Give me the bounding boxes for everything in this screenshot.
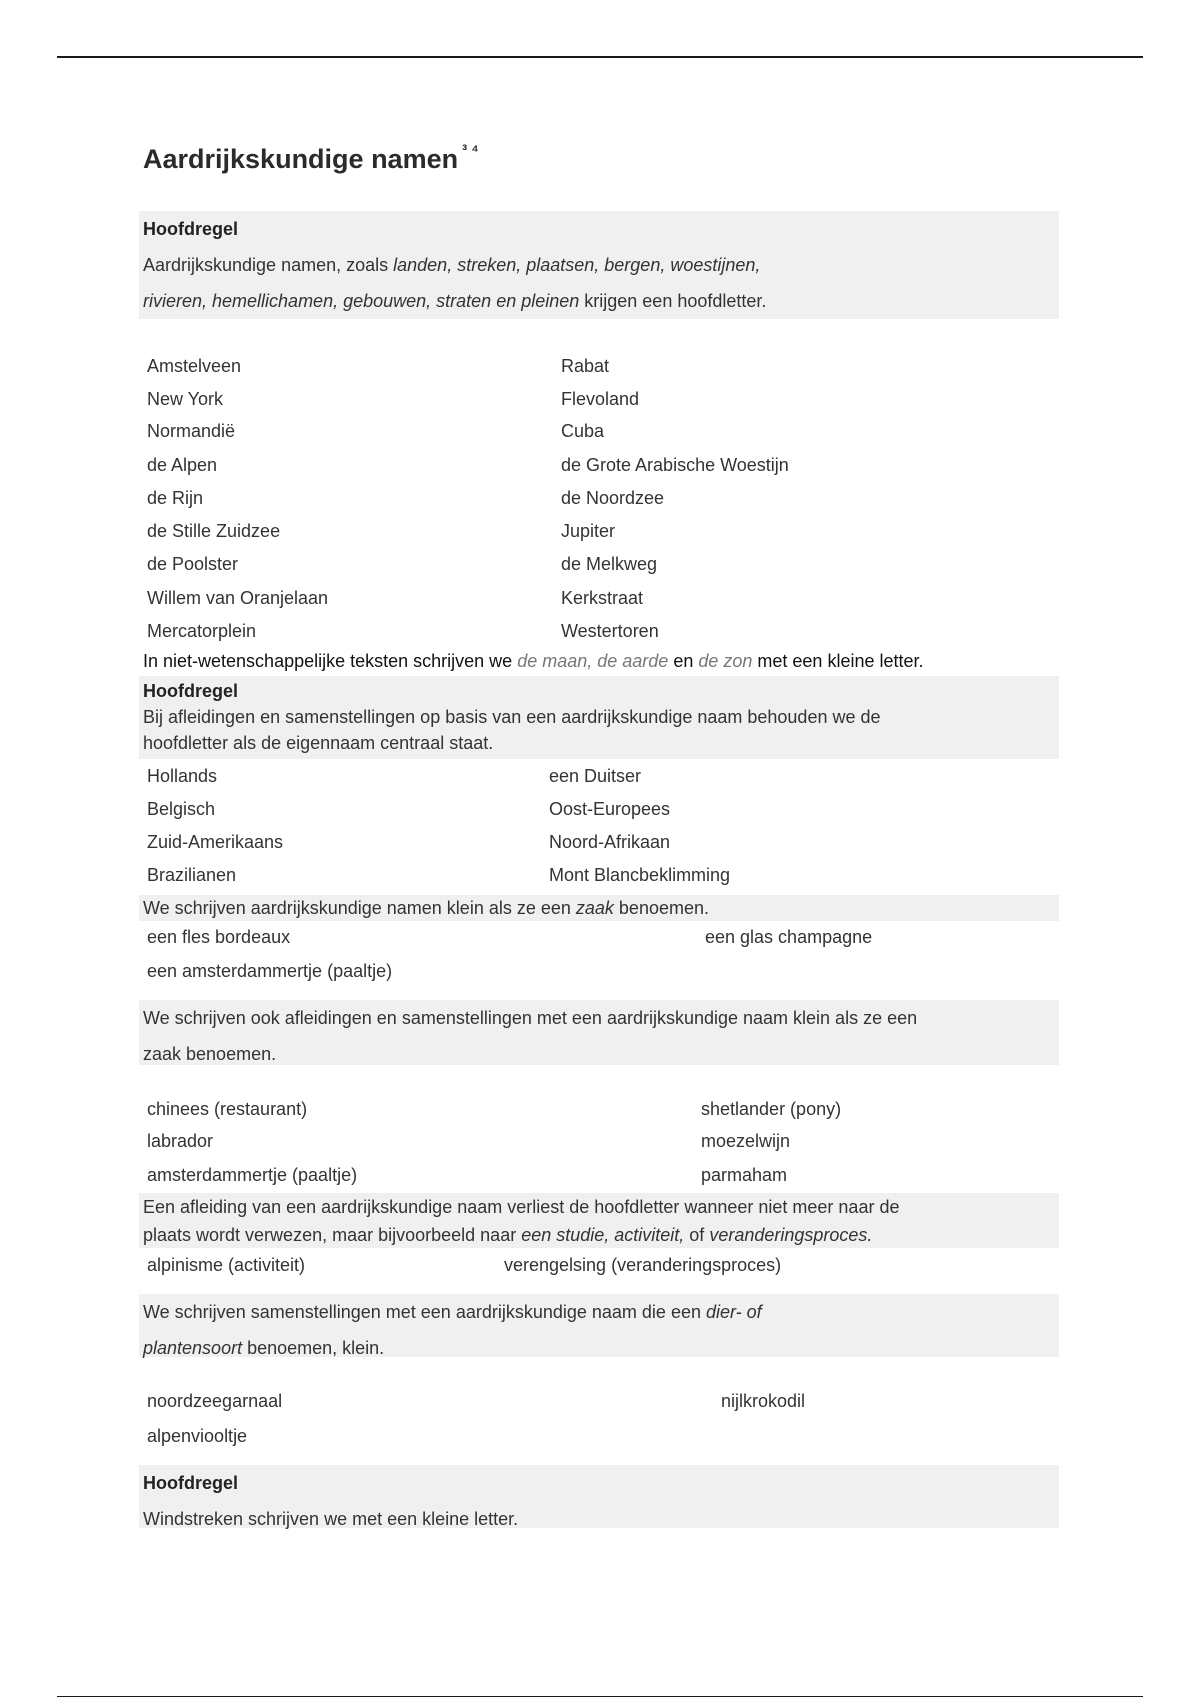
rule-box-directions — [139, 1465, 1059, 1528]
list-item: shetlander (pony) — [701, 1099, 842, 1119]
list-item: Amstelveen — [147, 356, 242, 376]
list-item: de Grote Arabische Woestijn — [561, 455, 789, 475]
list-item: een fles bordeaux — [147, 927, 291, 947]
rule-text: We schrijven ook afleidingen en samenstellingen met een aardrijkskundige naam klein als ze een — [143, 1008, 918, 1028]
list-item: alpinisme (activiteit) — [147, 1255, 306, 1275]
note-lowercase-sun-moon: In niet-wetenschappelijke teksten schrijven we de maan, de aarde en de zon met een kleine letter. — [143, 651, 924, 671]
list-item: een Duitser — [549, 766, 642, 786]
list-item: de Alpen — [147, 455, 218, 475]
list-item: labrador — [147, 1131, 214, 1151]
rule-box-things — [139, 895, 1059, 921]
list-item: de Noordzee — [561, 488, 665, 508]
list-item: Hollands — [147, 766, 218, 786]
list-item: Westertoren — [561, 621, 659, 641]
list-item: Flevoland — [561, 389, 640, 409]
list-item: moezelwijn — [701, 1131, 791, 1151]
list-item: een glas champagne — [705, 927, 873, 947]
footnote-refs: ³ ⁴ — [462, 142, 479, 159]
rule-text: We schrijven aardrijkskundige namen klein als ze een zaak benoemen. — [143, 898, 709, 918]
list-item: amsterdammertje (paaltje) — [147, 1165, 358, 1185]
rule-text: Windstreken schrijven we met een kleine letter. — [143, 1509, 519, 1529]
list-item: Normandië — [147, 421, 236, 441]
rule-box-thing-derivations — [139, 1000, 1059, 1065]
rule-text: Aardrijkskundige namen, zoals landen, streken, plaatsen, bergen, woestijnen, — [143, 255, 761, 275]
list-item: een amsterdammertje (paaltje) — [147, 961, 393, 981]
rule-heading: Hoofdregel — [143, 681, 239, 701]
rule-text-cont: plaats wordt verwezen, maar bijvoorbeeld naar een studie, activiteit, of veranderingsproces. — [143, 1225, 873, 1245]
list-item: Mont Blancbeklimming — [549, 865, 731, 885]
list-item: Willem van Oranjelaan — [147, 588, 329, 608]
rule-text-cont: hoofdletter als de eigennaam centraal staat. — [143, 733, 494, 753]
list-item: alpenviooltje — [147, 1426, 248, 1446]
rule-heading: Hoofdregel — [143, 1473, 239, 1493]
list-item: de Poolster — [147, 554, 239, 574]
list-item: Noord-Afrikaan — [549, 832, 671, 852]
list-item: de Rijn — [147, 488, 204, 508]
rule-box-species — [139, 1294, 1059, 1357]
list-item: Belgisch — [147, 799, 216, 819]
list-item: Mercatorplein — [147, 621, 257, 641]
rule-text-cont: zaak benoemen. — [143, 1044, 277, 1064]
top-rule — [57, 56, 1143, 58]
rule-text: Een afleiding van een aardrijkskundige naam verliest de hoofdletter wanneer niet meer naar de — [143, 1197, 900, 1217]
list-item: chinees (restaurant) — [147, 1099, 308, 1119]
list-item: Jupiter — [561, 521, 616, 541]
list-item: parmaham — [701, 1165, 788, 1185]
rule-heading: Hoofdregel — [143, 219, 239, 239]
rule-text-cont: plantensoort benoemen, klein. — [143, 1338, 385, 1358]
rule-box-lost-capital — [139, 1193, 1059, 1248]
bottom-rule — [57, 1696, 1143, 1697]
list-item: Zuid-Amerikaans — [147, 832, 284, 852]
list-item: Rabat — [561, 356, 610, 376]
list-item: noordzeegarnaal — [147, 1391, 283, 1411]
rule-text-cont: rivieren, hemellichamen, gebouwen, straten en pleinen krijgen een hoofdletter. — [143, 291, 767, 311]
rule-box-derivations — [139, 676, 1059, 759]
rule-text: Bij afleidingen en samenstellingen op basis van een aardrijkskundige naam behouden we de — [143, 707, 881, 727]
list-item: Kerkstraat — [561, 588, 644, 608]
list-item: de Stille Zuidzee — [147, 521, 281, 541]
page-title: Aardrijkskundige namen $^{^3 ^4}$ — [143, 142, 479, 174]
list-item: Oost-Europees — [549, 799, 671, 819]
list-item: Brazilianen — [147, 865, 237, 885]
list-item: nijlkrokodil — [721, 1391, 806, 1411]
list-item: New York — [147, 389, 224, 409]
list-item: verengelsing (veranderingsproces) — [504, 1255, 782, 1275]
list-item: de Melkweg — [561, 554, 658, 574]
rule-box-main — [139, 211, 1059, 319]
rule-text: We schrijven samenstellingen met een aardrijkskundige naam die een dier- of — [143, 1302, 762, 1322]
list-item: Cuba — [561, 421, 605, 441]
